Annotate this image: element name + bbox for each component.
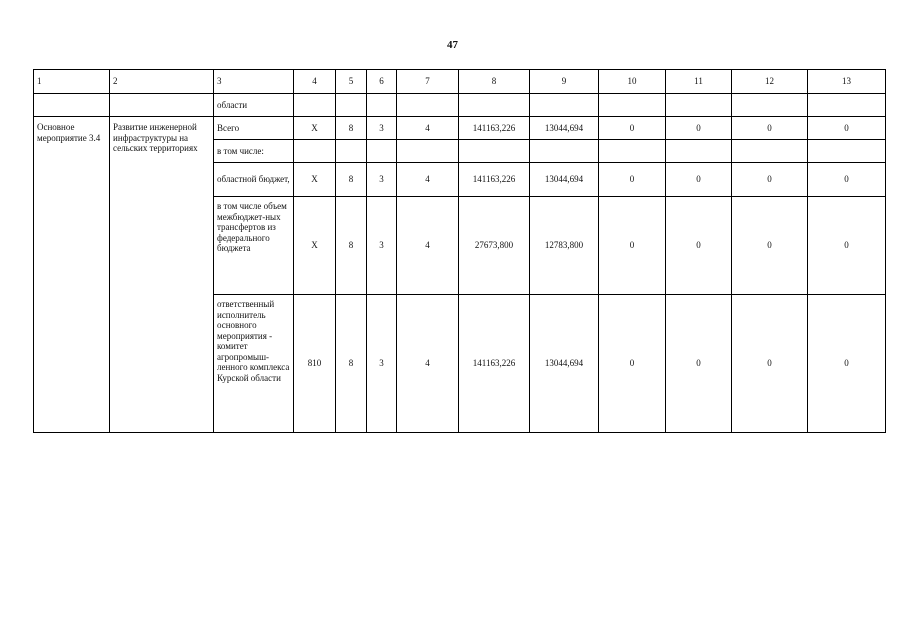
empty-cell xyxy=(599,140,666,163)
value-cell: Х xyxy=(294,197,336,295)
empty-cell xyxy=(530,94,599,117)
value-cell: 27673,800 xyxy=(459,197,530,295)
empty-cell xyxy=(110,94,214,117)
header-cell-10: 10 xyxy=(599,70,666,94)
empty-cell xyxy=(808,94,886,117)
measure-name: Основное мероприятие 3.4 xyxy=(34,117,110,433)
row-label: в том числе: xyxy=(214,140,294,163)
empty-cell xyxy=(666,94,732,117)
empty-cell xyxy=(294,94,336,117)
continuation-row xyxy=(34,94,886,117)
value-cell: 13044,694 xyxy=(530,117,599,140)
value-cell: Х xyxy=(294,117,336,140)
value-cell: 0 xyxy=(732,197,808,295)
row-label: Всего xyxy=(214,117,294,140)
empty-cell xyxy=(367,140,397,163)
continuation-label: области xyxy=(214,94,294,117)
value-cell: 141163,226 xyxy=(459,163,530,197)
value-cell: 810 xyxy=(294,295,336,433)
value-cell: 3 xyxy=(367,295,397,433)
header-cell-2: 2 xyxy=(110,70,214,94)
value-cell: 0 xyxy=(599,117,666,140)
value-cell: 0 xyxy=(666,163,732,197)
empty-cell xyxy=(666,140,732,163)
value-cell: 0 xyxy=(599,163,666,197)
header-cell-1: 1 xyxy=(34,70,110,94)
empty-cell xyxy=(459,94,530,117)
budget-table xyxy=(33,69,886,433)
value-cell: 0 xyxy=(666,117,732,140)
value-cell: 0 xyxy=(599,295,666,433)
value-cell: 3 xyxy=(367,197,397,295)
value-cell: 4 xyxy=(397,197,459,295)
empty-cell xyxy=(34,94,110,117)
value-cell: 141163,226 xyxy=(459,117,530,140)
value-cell: 12783,800 xyxy=(530,197,599,295)
empty-cell xyxy=(732,140,808,163)
header-cell-9: 9 xyxy=(530,70,599,94)
value-cell: 0 xyxy=(808,117,886,140)
row-label: ответственный исполнитель основного мероприятия - комитет агропромыш-ленного комплекса Курской области xyxy=(214,295,294,433)
header-cell-12: 12 xyxy=(732,70,808,94)
value-cell: Х xyxy=(294,163,336,197)
measure-description: Развитие инженерной инфраструктуры на сельских территориях xyxy=(110,117,214,433)
header-cell-6: 6 xyxy=(367,70,397,94)
value-cell: 0 xyxy=(732,117,808,140)
value-cell: 0 xyxy=(732,163,808,197)
value-cell: 0 xyxy=(666,197,732,295)
value-cell: 0 xyxy=(666,295,732,433)
header-cell-7: 7 xyxy=(397,70,459,94)
row-label: в том числе объем межбюджет-ных трансфертов из федерального бюджета xyxy=(214,197,294,295)
empty-cell xyxy=(336,94,367,117)
empty-cell xyxy=(599,94,666,117)
value-cell: 0 xyxy=(808,163,886,197)
value-cell: 0 xyxy=(808,197,886,295)
value-cell: 3 xyxy=(367,117,397,140)
empty-cell xyxy=(294,140,336,163)
value-cell: 8 xyxy=(336,197,367,295)
empty-cell xyxy=(459,140,530,163)
value-cell: 0 xyxy=(599,197,666,295)
value-cell: 4 xyxy=(397,163,459,197)
empty-cell xyxy=(530,140,599,163)
value-cell: 3 xyxy=(367,163,397,197)
value-cell: 4 xyxy=(397,295,459,433)
value-cell: 13044,694 xyxy=(530,163,599,197)
header-cell-13: 13 xyxy=(808,70,886,94)
table-row xyxy=(34,117,886,140)
header-cell-8: 8 xyxy=(459,70,530,94)
empty-cell xyxy=(808,140,886,163)
value-cell: 0 xyxy=(808,295,886,433)
value-cell: 8 xyxy=(336,295,367,433)
header-cell-4: 4 xyxy=(294,70,336,94)
value-cell: 13044,694 xyxy=(530,295,599,433)
value-cell: 0 xyxy=(732,295,808,433)
row-label: областной бюджет, xyxy=(214,163,294,197)
header-cell-3: 3 xyxy=(214,70,294,94)
empty-cell xyxy=(397,94,459,117)
value-cell: 141163,226 xyxy=(459,295,530,433)
value-cell: 8 xyxy=(336,163,367,197)
empty-cell xyxy=(367,94,397,117)
empty-cell xyxy=(732,94,808,117)
header-cell-5: 5 xyxy=(336,70,367,94)
page-number: 47 xyxy=(447,39,458,51)
empty-cell xyxy=(397,140,459,163)
header-cell-11: 11 xyxy=(666,70,732,94)
value-cell: 4 xyxy=(397,117,459,140)
empty-cell xyxy=(336,140,367,163)
header-row xyxy=(34,70,886,94)
value-cell: 8 xyxy=(336,117,367,140)
